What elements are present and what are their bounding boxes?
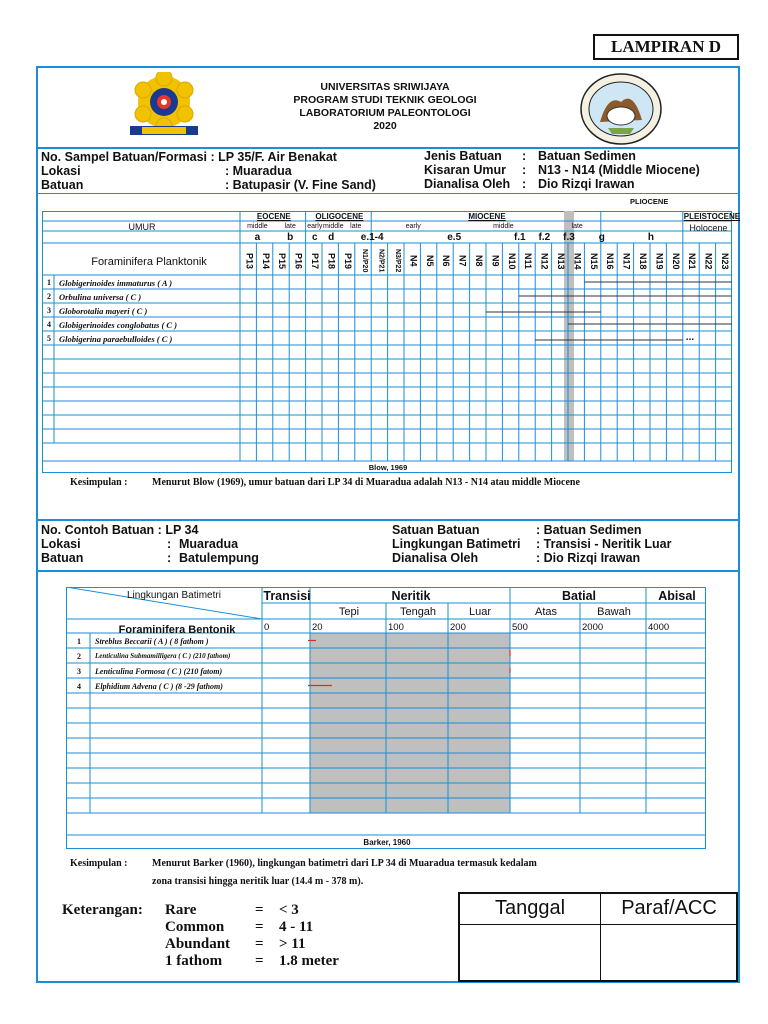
lingkungan-label: Lingkungan Batimetri bbox=[392, 537, 521, 551]
sub-middle: middle bbox=[323, 223, 344, 230]
species-name: Elphidium Advena ( C ) (8 -29 fathom) bbox=[95, 682, 223, 691]
sample-label: No. Sampel Batuan/Formasi : bbox=[41, 150, 215, 164]
zone-label: N15 bbox=[588, 252, 599, 270]
zone-label: N8 bbox=[473, 255, 484, 267]
lokasi-label: Lokasi bbox=[41, 164, 81, 178]
sub-tepi: Tepi bbox=[338, 606, 360, 618]
bentonic-info-left bbox=[41, 523, 259, 565]
zone-label: N20 bbox=[670, 252, 681, 270]
satuan-label: Satuan Batuan bbox=[392, 523, 480, 537]
bentonic-table bbox=[66, 587, 706, 849]
divider-bentonic-info bbox=[36, 570, 740, 572]
lab-name: LABORATORIUM PALEONTOLOGI bbox=[299, 107, 471, 119]
bentonic-info-right bbox=[392, 523, 671, 565]
legend-term: Rare bbox=[165, 902, 197, 918]
legend-row bbox=[165, 953, 339, 970]
lampiran-label: LAMPIRAN D bbox=[593, 34, 739, 60]
zone-label: N16 bbox=[605, 252, 616, 270]
lingkungan-label: Lingkungan Batimetri bbox=[127, 590, 221, 601]
satuan-value: : Batuan Sedimen bbox=[536, 523, 642, 537]
species-name: Globigerinoides conglobatus ( C ) bbox=[59, 320, 178, 330]
zone-label: N3/P22 bbox=[393, 249, 401, 273]
species-number: 3 bbox=[77, 667, 81, 676]
zone-label: N7 bbox=[457, 255, 468, 267]
colon: : bbox=[522, 149, 527, 163]
pleistocene-label: PLEISTOCENE bbox=[683, 212, 741, 221]
zone-label: P15 bbox=[277, 252, 288, 269]
depth-tick: 4000 bbox=[648, 622, 670, 633]
legend-row bbox=[165, 902, 339, 919]
zone-letter: a bbox=[254, 232, 261, 243]
b-conclusion-label: Kesimpulan : bbox=[70, 858, 128, 869]
tanggal-label: Tanggal bbox=[494, 897, 566, 919]
plankton-info-left bbox=[41, 150, 376, 192]
b-batuan-value: Batulempung bbox=[179, 551, 259, 565]
conclusion-text: Menurut Blow (1969), umur batuan dari LP 34 di Muaradua adalah N13 - N14 atau middle Miocene bbox=[152, 477, 580, 488]
b-analisa-value: : Dio Rizqi Irawan bbox=[536, 551, 641, 565]
university-logo bbox=[120, 72, 208, 138]
b-lokasi-value: Muaradua bbox=[179, 537, 239, 551]
legend-value: < 3 bbox=[279, 902, 299, 918]
species-number: 5 bbox=[47, 334, 51, 343]
zone-label: N21 bbox=[687, 252, 698, 270]
analisa-value: Dio Rizqi Irawan bbox=[538, 177, 635, 191]
depth-tick: 200 bbox=[450, 622, 466, 633]
legend-rows bbox=[165, 902, 339, 970]
species-name: Globorotalia mayeri ( C ) bbox=[59, 306, 148, 316]
sub-luar: Luar bbox=[468, 606, 492, 618]
sub-late: late bbox=[284, 223, 296, 230]
b-batuan-label: Batuan bbox=[41, 551, 84, 565]
kisaran-label: Kisaran Umur bbox=[424, 163, 506, 177]
zone-letter: f.2 bbox=[538, 232, 551, 243]
zone-letter: e.5 bbox=[447, 232, 462, 243]
zone-letter: d bbox=[328, 232, 335, 243]
sub-late: late bbox=[571, 223, 583, 230]
plankton-info-right bbox=[424, 149, 700, 191]
species-number: 4 bbox=[47, 320, 51, 329]
b-conclusion-line2: zona transisi hingga neritik luar (14.4 m - 378 m). bbox=[152, 876, 364, 887]
sub-early: early bbox=[405, 223, 421, 230]
plankton-conclusion bbox=[70, 477, 580, 488]
oligocene-label: OLIGOCENE bbox=[315, 212, 364, 221]
legend-row bbox=[165, 936, 339, 953]
plankton-source: Blow, 1969 bbox=[368, 463, 408, 472]
zone-letter: b bbox=[287, 232, 294, 243]
legend-value: 4 - 11 bbox=[279, 919, 314, 935]
analisa-label: Dianalisa Oleh bbox=[424, 177, 511, 191]
paraf-label: Paraf/ACC bbox=[621, 897, 717, 919]
zone-letter: e.1-4 bbox=[360, 232, 384, 243]
depth-tick: 500 bbox=[512, 622, 528, 633]
zone-label: N11 bbox=[523, 252, 534, 269]
zone-letter: f.1 bbox=[513, 232, 526, 243]
sub-late: late bbox=[350, 223, 362, 230]
legend-term: Common bbox=[165, 919, 225, 935]
bentonic-conclusion bbox=[70, 855, 537, 891]
legend-eq: = bbox=[255, 936, 264, 952]
species-name: Globigerina paraebulloides ( C ) bbox=[59, 334, 173, 344]
species-name: Streblus Beccarii ( A ) ( 8 fathom ) bbox=[95, 637, 209, 646]
zone-label: P19 bbox=[342, 252, 353, 269]
pliocene-label: PLIOCENE bbox=[630, 197, 669, 206]
holocene-label: Holocene bbox=[689, 223, 728, 233]
divider-plankton-info bbox=[36, 193, 740, 194]
species-number: 1 bbox=[47, 278, 51, 287]
zone-label: N10 bbox=[506, 252, 517, 270]
species-number: 2 bbox=[47, 292, 51, 301]
zone-label: N23 bbox=[719, 252, 730, 270]
signature-box bbox=[458, 892, 738, 982]
legend-term: Abundant bbox=[165, 936, 231, 952]
miocene-label: MIOCENE bbox=[468, 212, 506, 221]
batuan-label: Batuan bbox=[41, 178, 84, 192]
zone-batial: Batial bbox=[561, 589, 597, 603]
contoh-label: No. Contoh Batuan : bbox=[41, 523, 162, 537]
eocene-label: EOCENE bbox=[256, 212, 291, 221]
program-name: PROGRAM STUDI TEKNIK GEOLOGI bbox=[293, 94, 477, 106]
conclusion-label: Kesimpulan : bbox=[70, 477, 128, 488]
batuan-value: : Batupasir (V. Fine Sand) bbox=[225, 178, 376, 192]
legend-eq: = bbox=[255, 953, 264, 969]
zone-label: N19 bbox=[654, 252, 665, 270]
zone-label: N12 bbox=[539, 252, 550, 270]
zone-label: N22 bbox=[703, 252, 714, 270]
umur-label: UMUR bbox=[128, 222, 156, 232]
jenis-value: Batuan Sedimen bbox=[538, 149, 636, 163]
sample-value: LP 35/F. Air Benakat bbox=[218, 150, 337, 164]
colon: : bbox=[167, 537, 172, 551]
sub-early: early bbox=[307, 223, 323, 230]
depth-tick: 0 bbox=[264, 622, 270, 633]
legend-eq: = bbox=[255, 919, 264, 935]
zone-letter: f.3 bbox=[563, 232, 575, 243]
university-name: UNIVERSITAS SRIWIJAYA bbox=[320, 81, 450, 93]
plankton-heading: Foraminifera Planktonik bbox=[91, 256, 207, 268]
legend-value: 1.8 meter bbox=[279, 953, 339, 969]
b-conclusion-line1: Menurut Barker (1960), lingkungan batimetri dari LP 34 di Muaradua termasuk kedalam bbox=[152, 858, 537, 869]
depth-tick: 2000 bbox=[582, 622, 604, 633]
b-analisa-label: Dianalisa Oleh bbox=[392, 551, 479, 565]
sub-atas: Atas bbox=[534, 606, 557, 618]
zone-label: N6 bbox=[441, 255, 452, 267]
species-name: Globigerinoides immaturus ( A ) bbox=[59, 278, 173, 288]
zone-label: N5 bbox=[424, 255, 435, 267]
sub-tengah: Tengah bbox=[399, 606, 437, 618]
b-lokasi-label: Lokasi bbox=[41, 537, 81, 551]
sub-middle: middle bbox=[493, 223, 514, 230]
species-name: Lenticulina Formosa ( C ) (210 fatom) bbox=[95, 667, 223, 676]
sub-bawah: Bawah bbox=[597, 606, 631, 618]
zone-letter: g bbox=[598, 232, 605, 243]
zone-abisal: Abisal bbox=[658, 589, 696, 603]
zone-label: N14 bbox=[572, 252, 583, 270]
species-number: 1 bbox=[77, 637, 81, 646]
zone-label: P17 bbox=[309, 252, 320, 269]
laboratory-logo bbox=[578, 72, 664, 146]
zone-transisi: Transisi bbox=[263, 589, 311, 603]
zone-label: P13 bbox=[244, 252, 255, 269]
species-number: 2 bbox=[77, 652, 81, 661]
plankton-table bbox=[42, 211, 741, 473]
bentonic-source: Barker, 1960 bbox=[363, 838, 411, 847]
species-name: Lenticulina Submamilligera ( C ) (210 fathom) bbox=[95, 652, 231, 660]
zone-label: N17 bbox=[621, 252, 632, 270]
species-name: Orbulina universa ( C ) bbox=[59, 292, 142, 302]
zone-label: N2/P21 bbox=[377, 249, 385, 273]
depth-tick: 20 bbox=[312, 622, 323, 633]
zone-neritik: Neritik bbox=[391, 589, 431, 603]
legend-value: > 11 bbox=[279, 936, 306, 952]
depth-tick: 100 bbox=[388, 622, 404, 633]
zone-label: P18 bbox=[326, 252, 337, 269]
colon: : bbox=[167, 551, 172, 565]
divider-bentonic bbox=[36, 519, 740, 521]
zone-label: N13 bbox=[555, 252, 566, 270]
jenis-label: Jenis Batuan bbox=[424, 149, 502, 163]
range-dots: ... bbox=[685, 332, 695, 343]
bentonic-heading: Foraminifera Bentonik bbox=[118, 624, 236, 636]
legend-row bbox=[165, 919, 339, 936]
contoh-value: LP 34 bbox=[165, 523, 199, 537]
colon: : bbox=[522, 163, 527, 177]
legend-eq: = bbox=[255, 902, 264, 918]
zone-letter: c bbox=[312, 232, 318, 243]
year: 2020 bbox=[373, 120, 397, 132]
zone-label: P16 bbox=[293, 252, 304, 269]
zone-label: N1/P20 bbox=[361, 249, 369, 273]
colon: : bbox=[522, 177, 527, 191]
sub-middle: middle bbox=[247, 223, 268, 230]
zone-label: P14 bbox=[260, 252, 271, 269]
species-number: 4 bbox=[77, 682, 81, 691]
letterhead bbox=[250, 81, 520, 133]
zone-letter: h bbox=[647, 232, 655, 243]
lingkungan-value: : Transisi - Neritik Luar bbox=[536, 537, 672, 551]
legend-label: Keterangan: bbox=[62, 902, 143, 918]
lokasi-value: : Muaradua bbox=[225, 164, 292, 178]
legend-term: 1 fathom bbox=[165, 953, 223, 969]
species-number: 3 bbox=[47, 306, 51, 315]
zone-label: N4 bbox=[408, 255, 419, 267]
zone-label: N9 bbox=[490, 255, 501, 267]
zone-label: N18 bbox=[637, 252, 648, 270]
kisaran-value: N13 - N14 (Middle Miocene) bbox=[538, 163, 700, 177]
